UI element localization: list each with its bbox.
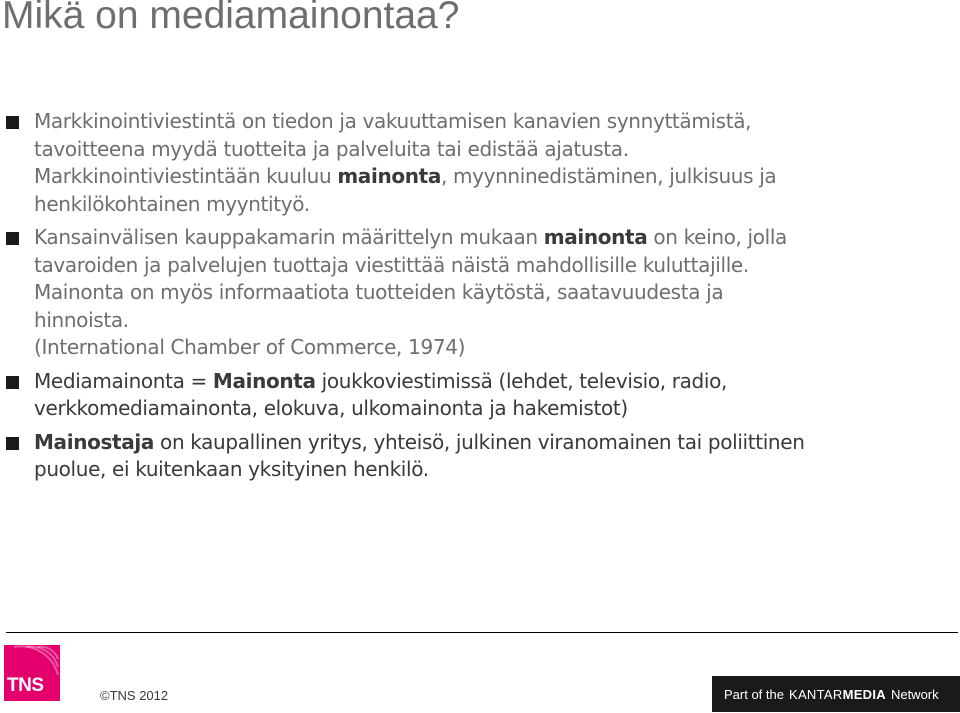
slide-title: Mikä on mediamainontaa? <box>2 0 460 37</box>
square-bullet-icon <box>6 116 19 129</box>
bullet-line: Mainonta on myös informaatiota tuotteiden käytöstä, saatavuudesta ja <box>34 280 724 304</box>
square-bullet-icon <box>6 437 19 450</box>
bullet-line: Mainostaja on kaupallinen yritys, yhteisö, julkinen viranomainen tai poliittinen <box>34 429 805 454</box>
bullet-item-marketing-communication <box>6 108 946 218</box>
tns-logo-icon <box>4 645 60 701</box>
network-suffix: Network <box>890 686 939 702</box>
network-brand-kantar: KANTAR <box>788 686 843 702</box>
logo-text: TNS <box>7 675 44 696</box>
bullet-line: tavoitteena myydä tuotteita ja palveluita tai edistää ajatusta. <box>34 136 629 161</box>
kantar-network-badge <box>712 676 960 712</box>
square-bullet-icon <box>6 232 19 245</box>
bullet-line: Mediamainonta = Mainonta joukkoviestimissä (lehdet, televisio, radio, <box>34 368 727 393</box>
bullet-line: tavaroiden ja palvelujen tuottaja viestittää näistä mahdollisille kuluttajille. <box>34 252 749 277</box>
bullet-line: henkilökohtainen myyntityö. <box>34 191 310 216</box>
bullet-line: Markkinointiviestintä on tiedon ja vakuuttamisen kanavien synnyttämistä, <box>34 109 752 133</box>
network-brand-media: MEDIA <box>842 686 886 702</box>
bullet-line: verkkomediamainonta, elokuva, ulkomainonta ja hakemistot) <box>34 396 628 420</box>
copyright-text: ©TNS 2012 <box>100 688 169 703</box>
bullet-line: Markkinointiviestintään kuuluu mainonta, myynninedistäminen, julkisuus ja <box>34 164 777 188</box>
network-prefix: Part of the <box>724 686 784 702</box>
bullet-line: Kansainvälisen kauppakamarin määrittelyn mukaan mainonta on keino, jolla <box>34 225 787 249</box>
bullet-list <box>6 108 946 490</box>
bullet-item-advertiser <box>6 429 946 484</box>
bullet-line: puolue, ei kuitenkaan yksityinen henkilö. <box>34 457 429 481</box>
square-bullet-icon <box>6 376 19 389</box>
bullet-item-icc-definition <box>6 224 946 362</box>
logo-arcs <box>4 645 60 677</box>
bullet-line: hinnoista. <box>34 307 129 332</box>
bullet-item-media-advertising <box>6 368 946 423</box>
bullet-line: (International Chamber of Commerce, 1974) <box>34 335 466 359</box>
footer-divider <box>6 632 958 633</box>
